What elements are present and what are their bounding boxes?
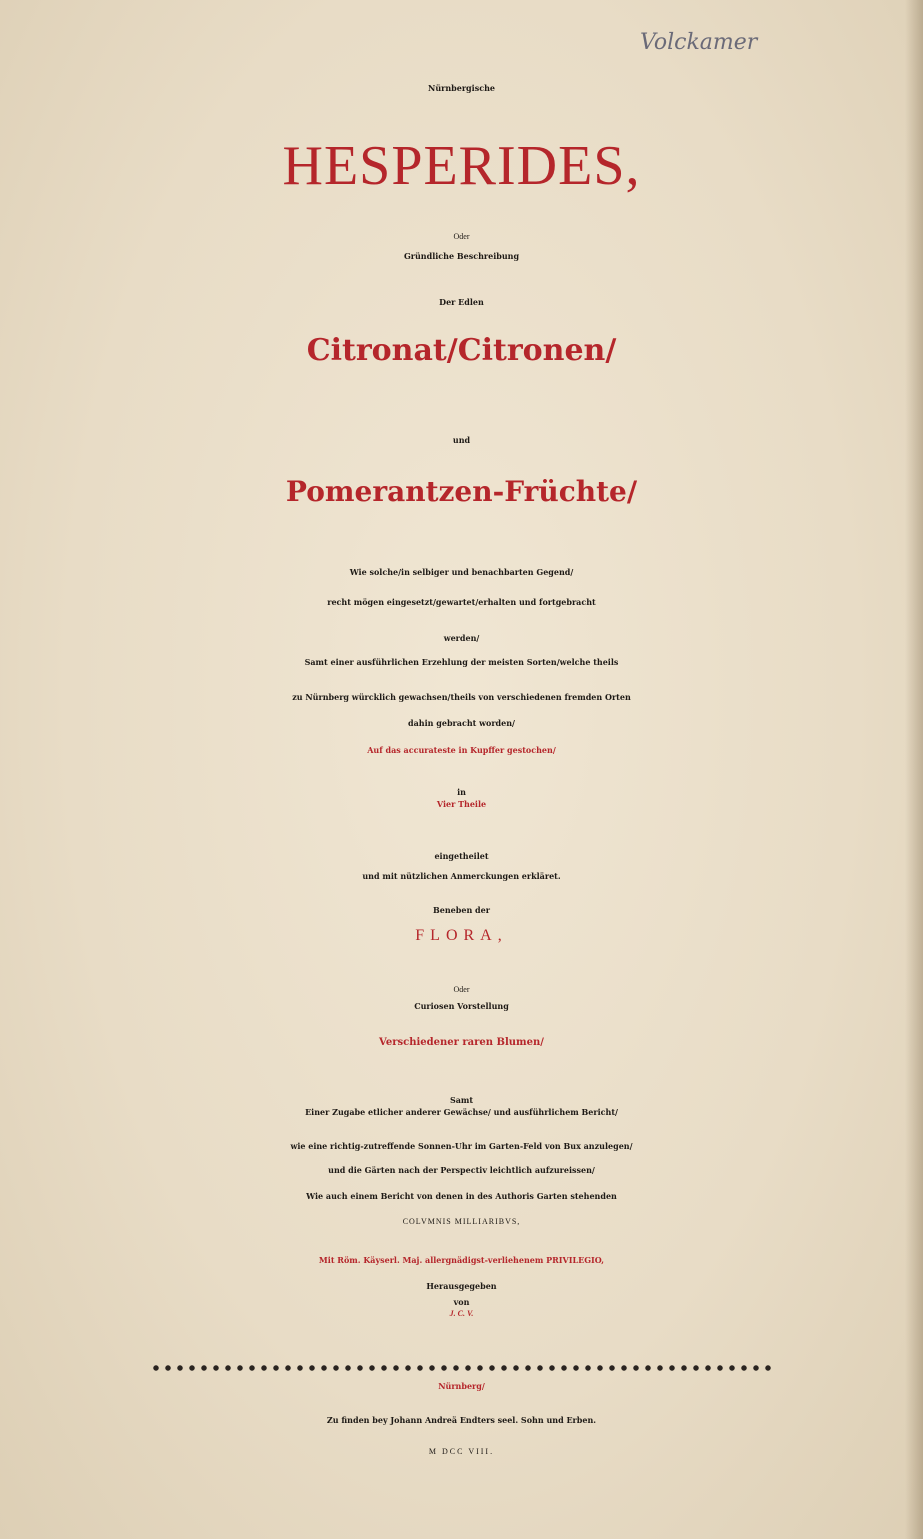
title-hesperides: HESPERIDES, (282, 135, 641, 197)
text-in: in (457, 787, 466, 797)
title-flora: FLORA, (415, 927, 508, 944)
text-einer-zugabe: Einer Zugabe etlicher anderer Gewächse/ und ausführlichem Bericht/ (305, 1107, 618, 1117)
subtitle-grundliche-beschreibung: Gründliche Beschreibung (403, 251, 520, 261)
author-initials: J. C. V. (449, 1309, 474, 1318)
text-privilegio: Mit Röm. Käyserl. Maj. allergnädigst-verliehenem PRIVILEGIO, (318, 1255, 605, 1265)
title-nurnbergische: Nürnbergische (428, 83, 495, 93)
text-wie-solche: Wie solche/in selbiger und benachbarten Gegend/ (349, 567, 574, 577)
text-curiosen-vorstellung: Curiosen Vorstellung (414, 1001, 509, 1011)
text-gaerten-perspectiv: und die Gärten nach der Perspectiv leichtlich aufzureissen/ (328, 1165, 595, 1175)
page-gutter-shadow (905, 0, 923, 1539)
text-herausgegeben: Herausgegeben (426, 1281, 497, 1291)
imprint-nurnberg: Nürnberg/ (438, 1381, 485, 1391)
text-wie-auch-einem: Wie auch einem Bericht von denen in des Authoris Garten stehenden (306, 1191, 617, 1201)
text-columnis-milliaribus: COLVMNIS MILLIARIBVS, (402, 1217, 521, 1226)
text-von: von (453, 1297, 470, 1307)
text-eingetheilet: eingetheilet (434, 851, 489, 861)
text-und-mit-nutzlichen: und mit nützlichen Anmerckungen erkläret. (362, 871, 561, 881)
imprint-year: M DCC VIII. (428, 1447, 495, 1456)
title-citronat-citronen: Citronat/Citronen/ (306, 333, 617, 368)
text-oder-2: Oder (453, 985, 470, 994)
title-verschiedener-raren-blumen: Verschiedener raren Blumen/ (379, 1037, 544, 1048)
imprint-publisher: Zu finden bey Johann Andreä Endters seel. Sohn und Erben. (326, 1415, 597, 1425)
text-sonnen-uhr: wie eine richtig-zutreffende Sonnen-Uhr im Garten-Feld von Bux anzulegen/ (290, 1141, 633, 1151)
title-vier-theile: Vier Theile (436, 799, 487, 809)
text-zu-nurnberg: zu Nürnberg würcklich gewachsen/theils von verschiedenen fremden Orten (292, 692, 631, 702)
text-werden: werden/ (443, 633, 480, 643)
text-recht-mogen: recht mögen eingesetzt/gewartet/erhalten und fortgebracht (327, 597, 596, 607)
handwritten-signature: Volckamer (640, 30, 758, 55)
text-samt: Samt (449, 1095, 474, 1105)
text-samt-einer: Samt einer ausführlichen Erzehlung der meisten Sorten/welche theils (304, 657, 619, 667)
ornamental-rule (150, 1362, 772, 1374)
text-dahin-gebracht: dahin gebracht worden/ (408, 718, 515, 728)
title-pomerantzen-fruchte: Pomerantzen-Früchte/ (285, 475, 638, 508)
text-und: und (452, 435, 471, 445)
text-beneben-der: Beneben der (433, 905, 490, 915)
text-der-edlen: Der Edlen (439, 297, 484, 307)
text-auf-das-accurateste: Auf das accurateste in Kupffer gestochen/ (367, 745, 556, 755)
text-oder-1: Oder (453, 232, 470, 241)
